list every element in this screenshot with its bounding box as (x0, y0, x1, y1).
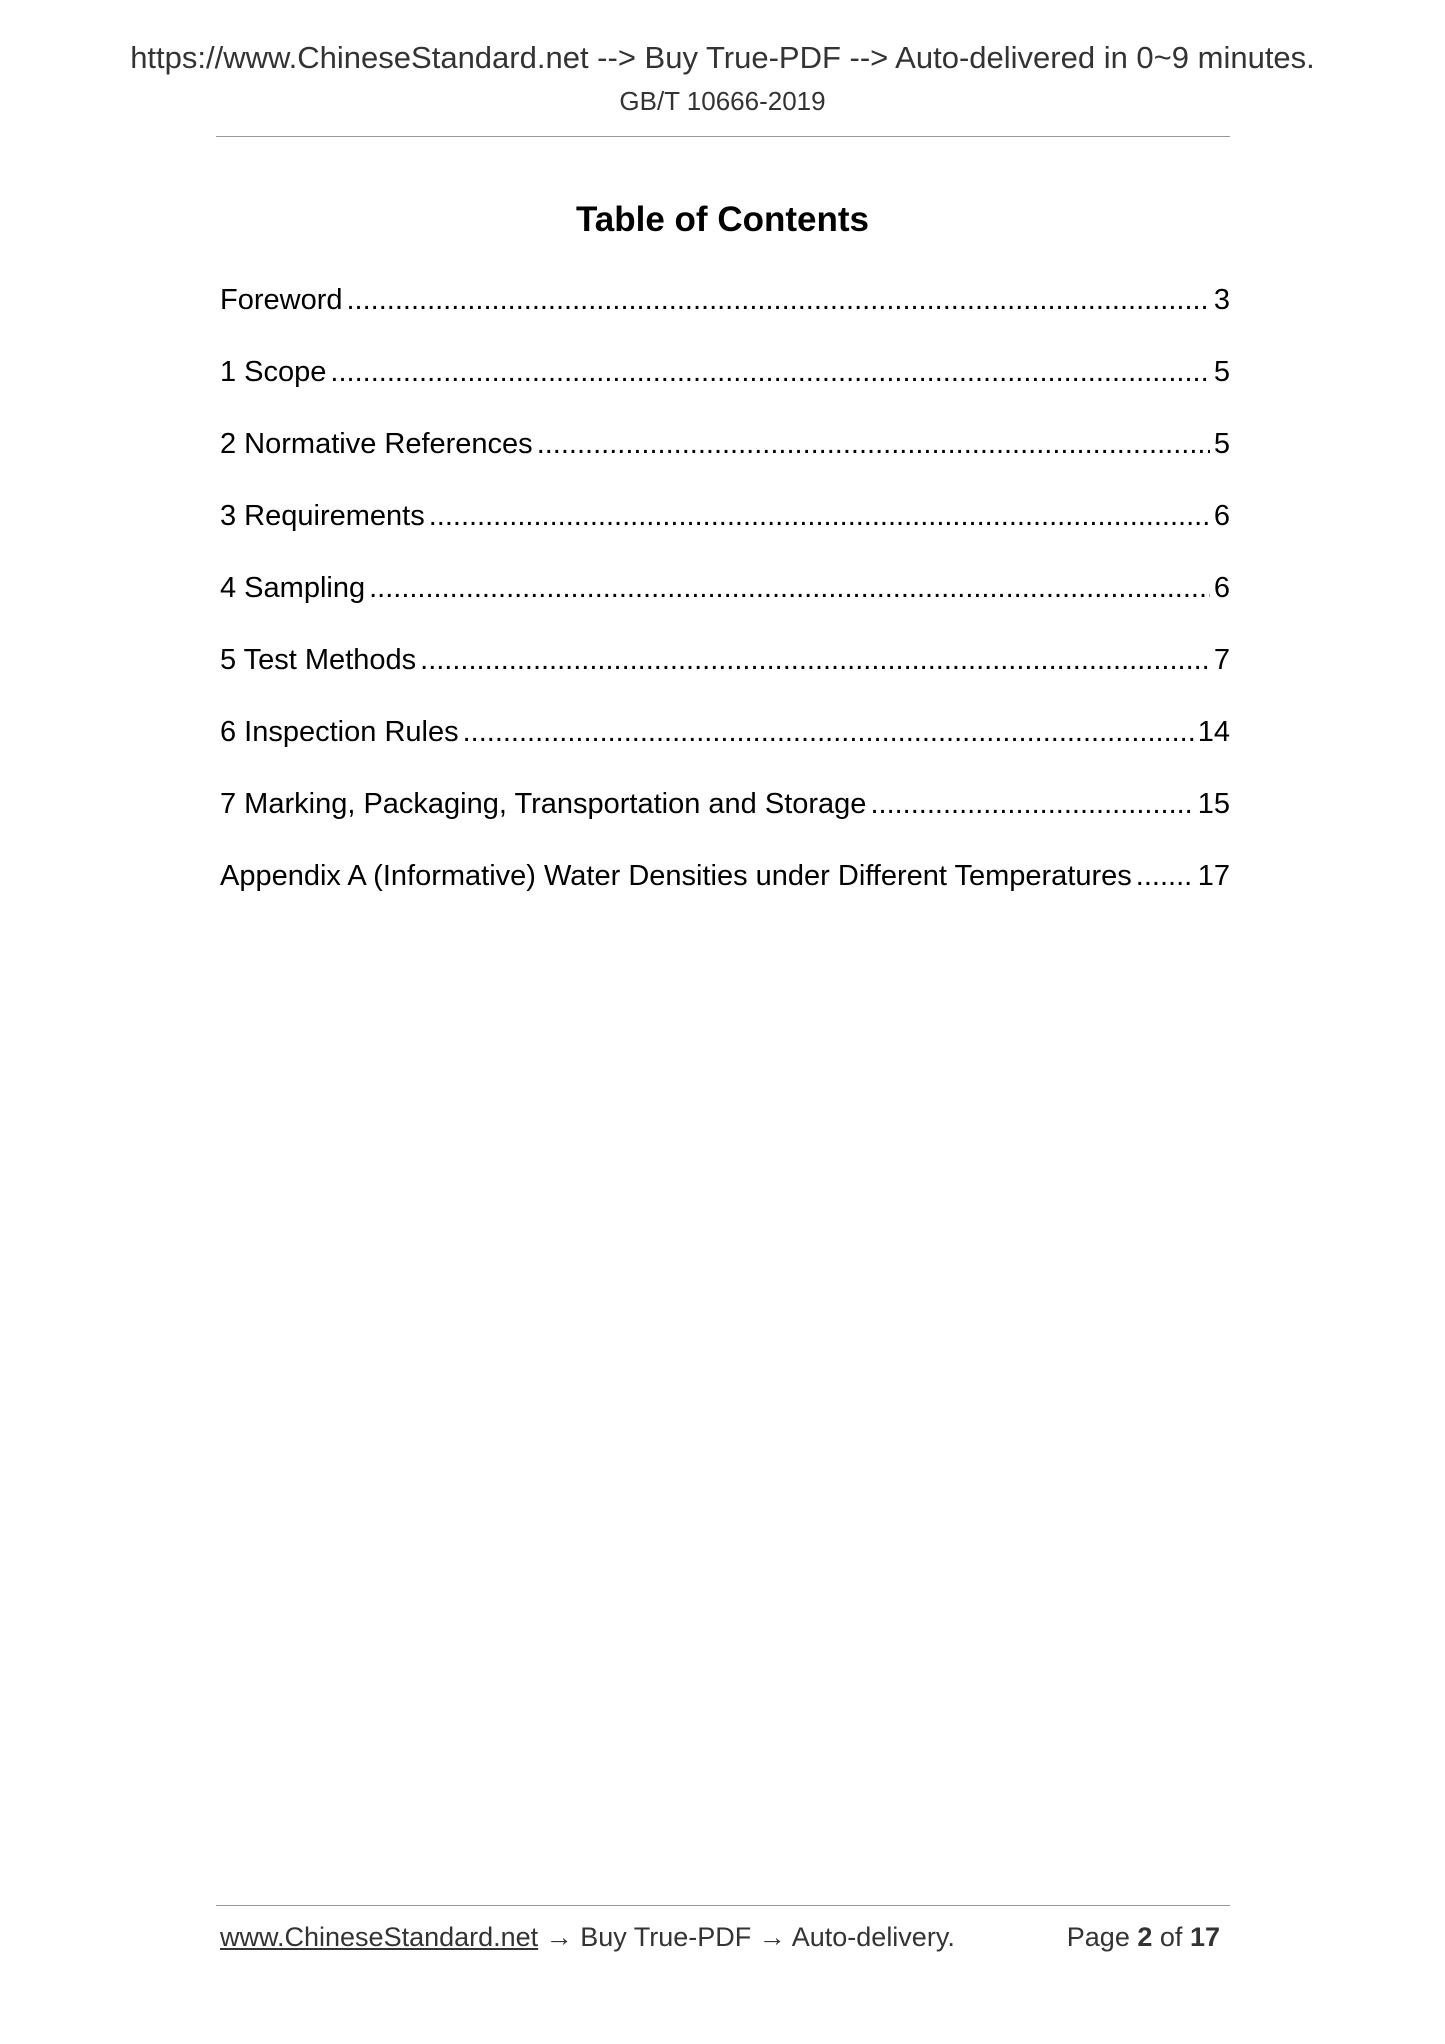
toc-list (220, 282, 1230, 930)
toc-entry-label: 1 Scope (220, 356, 327, 388)
total-pages-number: 17 (1189, 1922, 1220, 1952)
toc-entry-marking-packaging[interactable] (220, 786, 1230, 858)
footer-left (220, 1922, 955, 1953)
toc-entry-label: 3 Requirements (220, 500, 425, 532)
toc-entry-page: 14 (1197, 716, 1230, 748)
footer-site-link[interactable]: www.ChineseStandard.net (220, 1922, 539, 1952)
header-divider (216, 136, 1230, 137)
toc-entry-scope[interactable] (220, 354, 1230, 426)
footer-divider (216, 1905, 1230, 1906)
toc-entry-page: 7 (1213, 644, 1230, 676)
footer-tagline: → Buy True-PDF → Auto-delivery. (538, 1922, 955, 1952)
of-word: of (1159, 1922, 1183, 1952)
toc-entry-foreword[interactable] (220, 282, 1230, 354)
toc-entry-page: 5 (1213, 428, 1230, 460)
toc-entry-normative-references[interactable] (220, 426, 1230, 498)
header-url-line: https://www.ChineseStandard.net --> Buy True-PDF --> Auto-delivered in 0~9 minutes. (130, 40, 1315, 75)
toc-entry-page: 3 (1213, 284, 1230, 316)
toc-dot-leader (537, 426, 1210, 462)
toc-entry-label: 4 Sampling (220, 572, 366, 604)
toc-entry-page: 5 (1213, 356, 1230, 388)
toc-title: Table of Contents (576, 200, 869, 239)
toc-entry-label: 6 Inspection Rules (220, 716, 459, 748)
toc-dot-leader (369, 570, 1210, 606)
toc-entry-page: 15 (1197, 788, 1230, 820)
toc-entry-requirements[interactable] (220, 498, 1230, 570)
toc-entry-page: 6 (1213, 500, 1230, 532)
toc-entry-sampling[interactable] (220, 570, 1230, 642)
toc-entry-label: 2 Normative References (220, 428, 533, 460)
toc-entry-label: Foreword (220, 284, 343, 316)
toc-entry-inspection-rules[interactable] (220, 714, 1230, 786)
toc-dot-leader (420, 642, 1210, 678)
toc-dot-leader (429, 498, 1210, 534)
toc-dot-leader (870, 786, 1193, 822)
toc-dot-leader (463, 714, 1194, 750)
toc-entry-label: 7 Marking, Packaging, Transportation and Storage (220, 788, 867, 820)
toc-dot-leader (1136, 858, 1194, 894)
toc-entry-page: 6 (1213, 572, 1230, 604)
toc-entry-appendix-a[interactable] (220, 858, 1230, 930)
toc-entry-label: Appendix A (Informative) Water Densities under Different Temperatures (220, 860, 1132, 892)
toc-entry-label: 5 Test Methods (220, 644, 417, 676)
page-footer (220, 1922, 1230, 1958)
toc-entry-page: 17 (1197, 860, 1230, 892)
toc-entry-test-methods[interactable] (220, 642, 1230, 714)
current-page-number: 2 (1137, 1922, 1153, 1952)
page-word: Page (1066, 1922, 1130, 1952)
toc-dot-leader (330, 354, 1209, 390)
standard-code: GB/T 10666-2019 (619, 86, 826, 116)
page-indicator (1067, 1922, 1220, 1953)
toc-dot-leader (347, 282, 1210, 318)
